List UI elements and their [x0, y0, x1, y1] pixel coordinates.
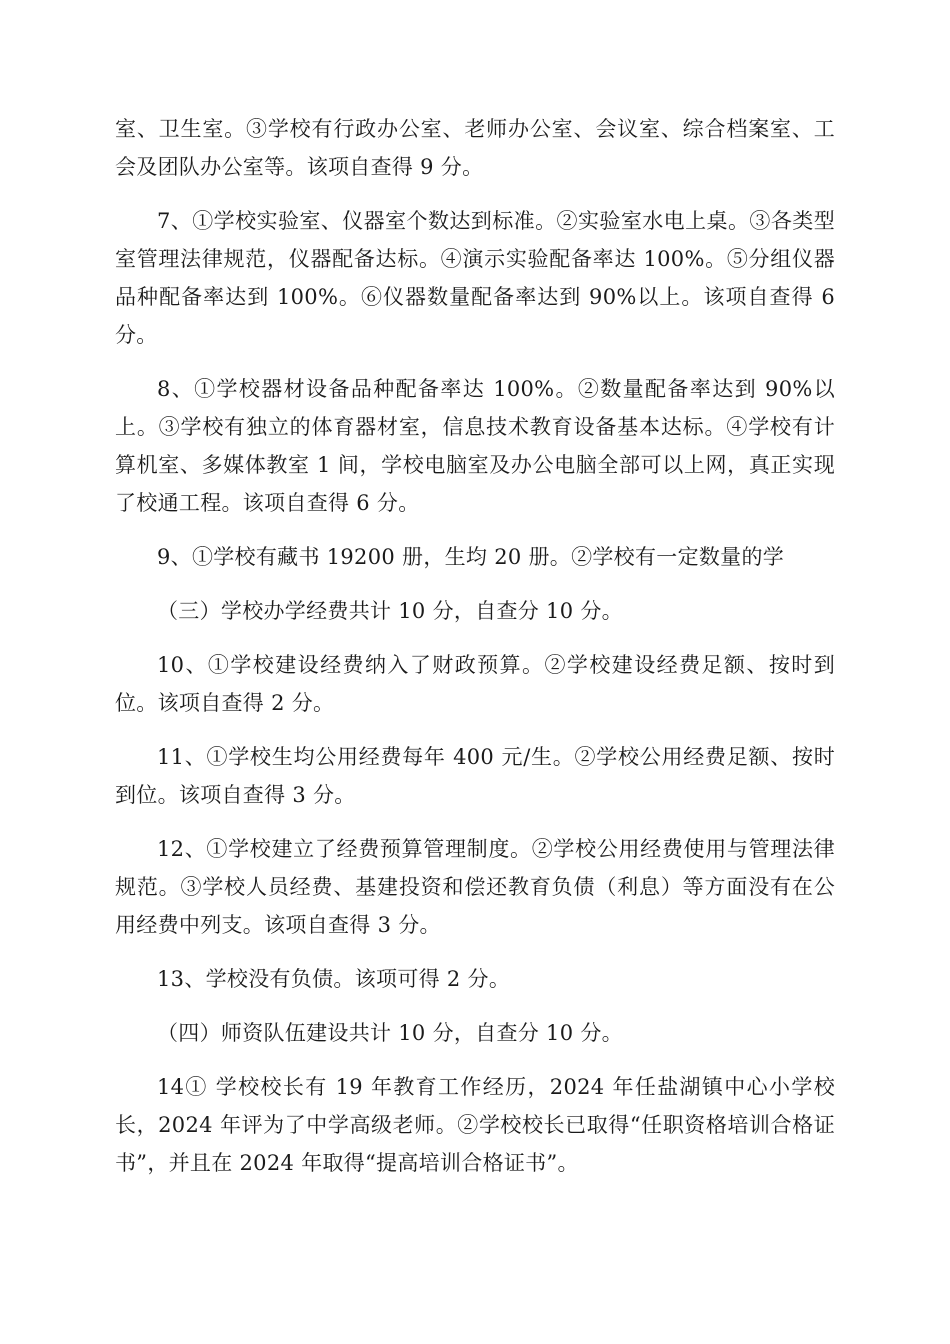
paragraph-item-7-laboratory: 7、①学校实验室、仪器室个数达到标准。②实验室水电上桌。③各类型室管理法律规范，仪器配备达标。④演示实验配备率达 100%。⑤分组仪器品种配备率达到 100%。⑥仪器数量配备率达到 90%以上。该项自查得 6 分。: [115, 209, 835, 347]
paragraph-item-12-management: 12、①学校建立了经费预算管理制度。②学校公用经费使用与管理法律规范。③学校人员经费、基建投资和偿还教育负债（利息）等方面没有在公用经费中列支。该项自查得 3 分。: [115, 837, 835, 937]
section-heading-teachers: （四）师资队伍建设共计 10 分，自查分 10 分。: [157, 1021, 623, 1045]
paragraph-item-9-library: 9、①学校有藏书 19200 册，生均 20 册。②学校有一定数量的学: [157, 545, 785, 569]
paragraph-facilities-continued: 室、卫生室。③学校有行政办公室、老师办公室、会议室、综合档案室、工会及团队办公室等。该项自查得 9 分。: [115, 117, 835, 179]
paragraph-item-11-public-funds: 11、①学校生均公用经费每年 400 元/生。②学校公用经费足额、按时到位。该项自查得 3 分。: [115, 745, 835, 807]
paragraph-item-8-equipment: 8、①学校器材设备品种配备率达 100%。②数量配备率达到 90%以上。③学校有独立的体育器材室，信息技术教育设备基本达标。④学校有计算机室、多媒体教室 1 间，学校电脑室及办公电脑全部可以上网，真正实现了校通工程。该项自查得 6 分。: [115, 377, 835, 515]
paragraph-item-10-budget: 10、①学校建设经费纳入了财政预算。②学校建设经费足额、按时到位。该项自查得 2 分。: [115, 653, 835, 715]
paragraph-item-14-principal: 14① 学校校长有 19 年教育工作经历，2024 年任盐湖镇中心小学校长，2024 年评为了中学高级老师。②学校校长已取得“任职资格培训合格证书”，并且在 2024 年取得“提高培训合格证书”。: [115, 1075, 835, 1175]
document-page: [115, 110, 835, 1182]
section-heading-funding: （三）学校办学经费共计 10 分，自查分 10 分。: [157, 599, 623, 623]
paragraph-item-13-debt: 13、学校没有负债。该项可得 2 分。: [157, 967, 511, 991]
